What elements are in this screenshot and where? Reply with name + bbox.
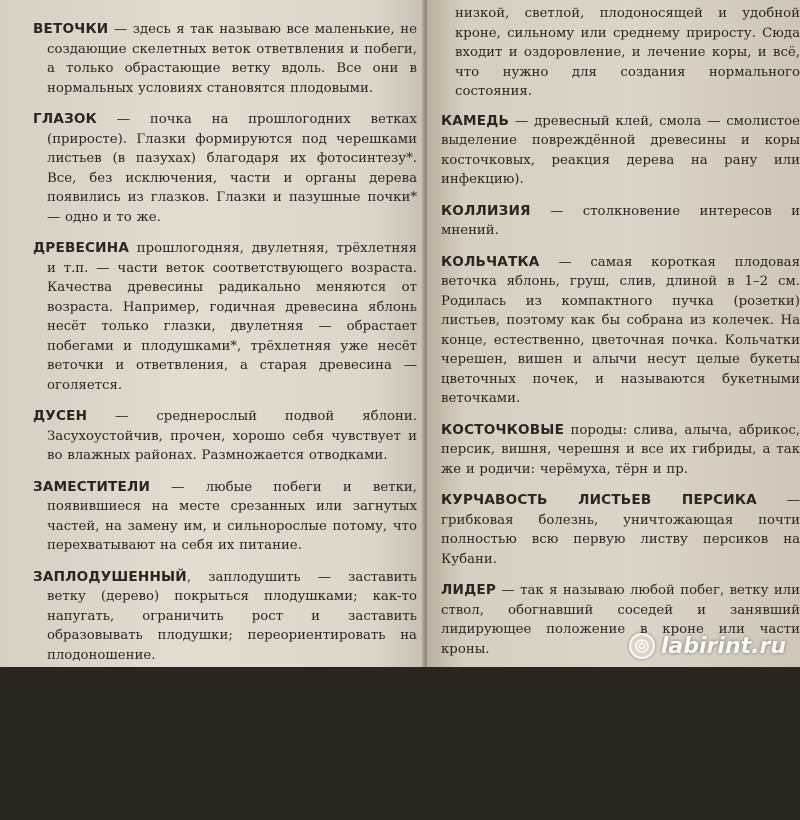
glossary-entry (441, 253, 800, 409)
entry-term: КОЛЬЧАТКА (441, 253, 540, 270)
entry-definition: — среднерослый подвой яблони. Засухоустойчив, прочен, хорошо себя чувствует и во влажных районах. Размножается отводками. (47, 409, 417, 463)
watermark-text: labirint.ru (660, 633, 786, 659)
entry-definition: породы: слива, алыча, абрикос, персик, вишня, черешня и все их гибриды, а так же и родичи: черёмуха, тёрн и пр. (441, 422, 800, 477)
glossary-entry (33, 239, 417, 395)
glossary-entry (441, 202, 800, 241)
entry-term: ИСПРАВЛЕНИЕ (33, 729, 152, 745)
entry-term: ВЕТОЧКИ (33, 21, 109, 37)
entry-definition: , монилиальный ожог — грибок, в условиях сырой весны поражающий почти все цвету- (441, 763, 800, 817)
entry-definition: — почка на прошлогодних ветках (приросте). Глазки формируются под черешками листьев (в пазухах) благодаря их фотосинтезу*. Все, без исключения, части и органы дерева появились из глазков. Глазки и пазушные почки* — одно и то же. (47, 112, 417, 225)
entry-definition: — древесный клей, смола — смолистое выделение повреждённой древесины и коры косточковых, реакция дерева на рану или инфекцию). (441, 113, 800, 187)
entry-term: ИММУННЫЙ (33, 678, 132, 694)
entry-definition: — грибковая болезнь, уничтожающая почти полностью всю первую листву персиков на Кубани. (441, 493, 800, 567)
entry-definition: прошлогодняя, двулетняя, трёхлетняя и т.п. — части веток соответствующего возраста. Качества древесины радикально меняются от возраста. Например, годичная древесина яблонь несёт только глазки, двулетняя — обрастает побегами и плодушками*, трёхлетняя уже несёт веточки и ответвления, а старая древесина — оголяется. (47, 241, 417, 393)
glossary-entry (441, 671, 800, 749)
glossary-entry (33, 728, 417, 787)
continued-text: низкой, светлой, плодоносящей и удобной кроне, сильному или среднему приросту. Сюда входит и оздоровление, и лечение коры, и всё, что нужно для создания нормального состояния. (455, 6, 800, 99)
entry-definition: — любые побеги и ветки, появившиеся на месте срезанных или загнутых частей, на замену им, и сильнорослые потому, что перехватывают на себя их питание. (47, 479, 417, 553)
entry-term: МОНИЛИОЗ (441, 762, 535, 778)
entry-term: МОЛОЖЕНИЕ (441, 672, 549, 688)
entry-definition: , омоложение, омоложка — удаление постаревших частей для замены их молодыми, оставленными у срезов или вырастающими из места среза. (441, 673, 800, 747)
labirint-logo-icon (629, 633, 655, 659)
entry-definition: — самая короткая плодовая веточка яблонь, груш, слив, длиной в 1–2 см. Родилась из компактного пучка (розетки) листьев, поэтому как бы собрана из колечек. На конце, естественно, цветочная почка. Кольчатки черешен, вишен и алычи несут целые букеты цветочных почек, и называются букетными веточками. (441, 254, 800, 406)
entry-definition: , заплодушить — заставить ветку (дерево) покрыться плодушками; как-то напугать, ограничить рост и заставить образовывать плодушки; переориентировать на плодоношение. (47, 569, 417, 663)
entry-term: КОСТОЧКОВЫЕ (441, 421, 565, 438)
glossary-entry (441, 761, 800, 820)
entry-definition: — здесь я так называю все маленькие, не создающие скелетных веток ответвления и побеги, а только обрастающие ветку вдоль. Все они в нормальных условиях становятся плодовыми. (47, 22, 417, 96)
glossary-entry (33, 677, 417, 716)
entry-term: ЗАПЛОДУШЕННЫЙ (33, 568, 187, 585)
entry-definition: — так я называю любой побег, ветку или ствол, обогнавший соседей и занявший лидирующее положение в кроне или части кроны. (441, 583, 800, 657)
glossary-entry (33, 568, 417, 666)
glossary-entry (441, 491, 800, 569)
entry-term: КУРЧАВОСТЬ ЛИСТЬЕВ ПЕРСИКА (441, 492, 757, 508)
watermark (629, 633, 786, 659)
glossary-entry (33, 110, 417, 227)
entry-definition: — столкновение интересов и мнений. (441, 203, 800, 238)
glossary-entry (441, 421, 800, 480)
entry-definition: дерева — имеется в виду приведение его к оптимальному состоянию: относительно (47, 730, 417, 784)
entry-definition: — совершенно устойчивый к болезни или вредителю. (47, 679, 417, 714)
entry-term: КОЛЛИЗИЯ (441, 202, 531, 219)
entry-term: ДУСЕН (33, 408, 88, 424)
glossary-entry (33, 20, 417, 98)
entry-term: ДРЕВЕСИНА (33, 240, 130, 256)
entry-term: ЛИДЕР (441, 582, 497, 598)
entry-term: ГЛАЗОК (33, 111, 97, 127)
right-page (427, 0, 800, 817)
glossary-entry (441, 112, 800, 190)
entry-term: ЗАМЕСТИТЕЛИ (33, 478, 151, 495)
glossary-entry (33, 478, 417, 556)
entry-term: КАМЕДЬ (441, 112, 510, 129)
glossary-entry (33, 407, 417, 466)
